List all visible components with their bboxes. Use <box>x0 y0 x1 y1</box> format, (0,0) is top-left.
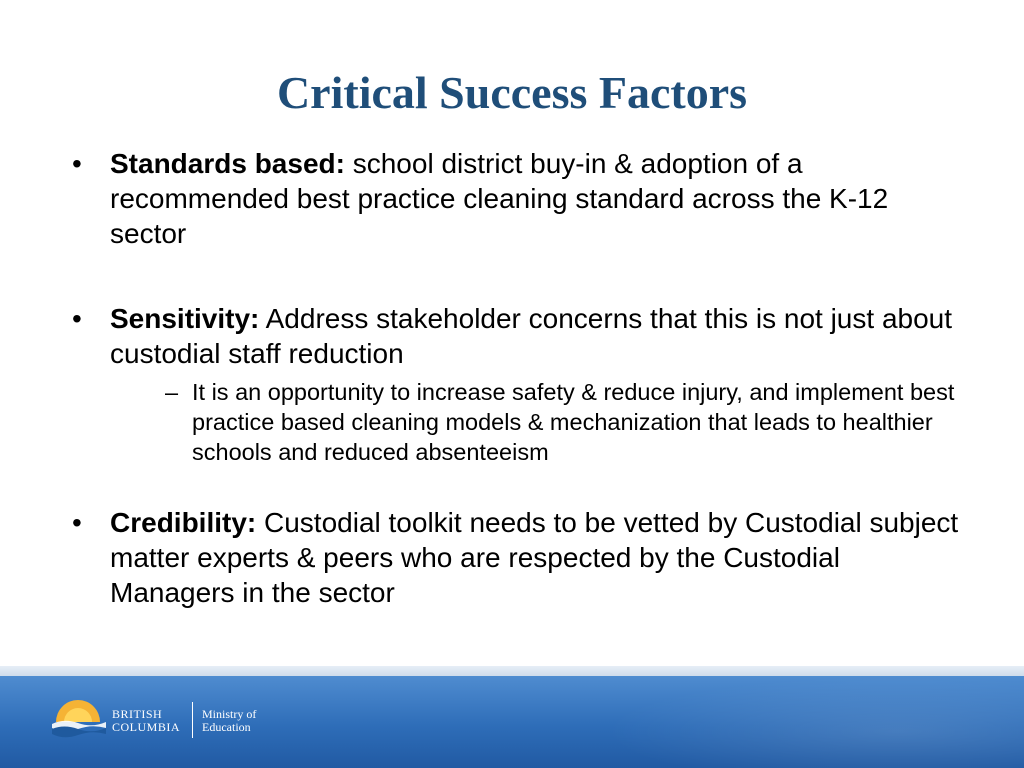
logo-divider <box>192 702 193 738</box>
logo-line-columbia: COLUMBIA <box>112 720 181 734</box>
footer-divider-strip <box>0 666 1024 676</box>
bullet-standards <box>72 146 972 251</box>
ministry-line-1: Ministry of <box>202 707 257 721</box>
bullet-standards-lead: Standards based: <box>110 148 345 179</box>
slide-title: Critical Success Factors <box>276 67 748 118</box>
ministry-name <box>202 708 256 734</box>
logo-line-british: BRITISH <box>112 707 163 721</box>
footer-band <box>0 676 1024 768</box>
bullet-credibility-lead: Credibility: <box>110 507 257 538</box>
bc-sun-logo-icon <box>50 696 108 738</box>
sub-bullet-opportunity: – It is an opportunity to increase safety & reduce injury, and implement best practice based cleaning models & mechanization that leads to healthier schools and reduced absenteeism <box>110 377 972 467</box>
bullet-list <box>72 146 972 610</box>
bullet-sensitivity-lead: Sensitivity: <box>110 303 260 334</box>
bullet-credibility-text: Custodial toolkit needs to be vetted by Custodial subject matter experts & peers who are respected by the Custodial Managers in the sector <box>110 507 959 608</box>
bullet-sensitivity-text: Address stakeholder concerns that this is not just about custodial staff reduction <box>110 303 953 369</box>
logo-wordmark <box>112 708 180 734</box>
bullet-sensitivity <box>72 301 972 467</box>
ministry-line-2: Education <box>202 720 251 734</box>
bullet-standards-text: school district buy-in & adoption of a recommended best practice cleaning standard across the K-12 sector <box>110 148 889 249</box>
bullet-credibility <box>72 505 972 610</box>
footer-background-graphic <box>604 676 1024 768</box>
